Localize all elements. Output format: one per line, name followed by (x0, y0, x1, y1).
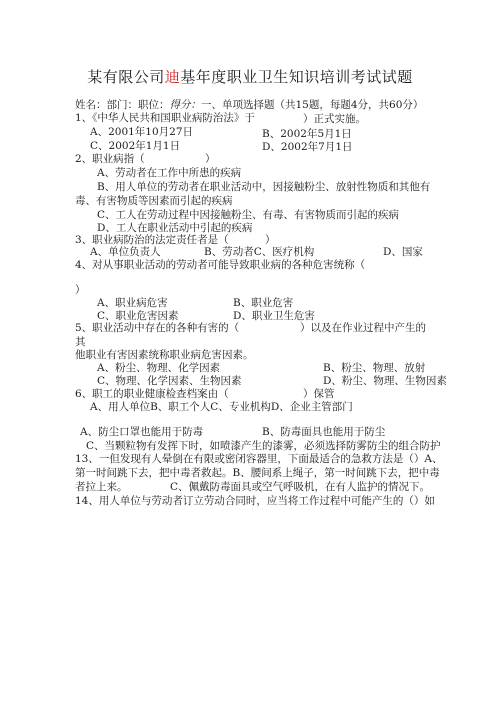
q5-option-a: A、粉尘、物理、化学因素 (97, 362, 221, 374)
info-line (75, 99, 423, 112)
q2-option-b-line1: B、用人单位的劳动者在职业活动中，因接触粉尘、放射性物质和其他有 (97, 181, 431, 193)
q5-stem: 5、职业活动中存在的各种有害的（ (75, 322, 240, 334)
info-labels: 姓名：部门：职位： (75, 99, 170, 111)
frag-option-c: C、当颗粒物有发挥下时，如喷漆产生的漆雾，必须选择防雾防尘的组合防护 (86, 440, 441, 452)
q2-option-d: D、工人在职业活动中引起的疾病 (97, 222, 253, 234)
q3-option-d: D、国家 (383, 246, 423, 258)
q4-option-c: C、职业危害因素 (97, 310, 179, 322)
page-title: 某有限公司迪基年度职业卫生知识培训考试试题 (87, 68, 413, 86)
q13-line3: 者拉上来。 (75, 481, 128, 493)
q2-option-a: A、劳动者在工作中所患的疾病 (97, 167, 242, 179)
q13-line1: 13、一但发现有人晕倒在有限或密闭容器里，下面最适合的急救方法是（）A、 (75, 453, 443, 465)
q6-stem-tail: ）保管 (303, 388, 335, 400)
title-highlight-char: 迪 (164, 68, 181, 86)
q2-stem: 2、职业病指（ (75, 153, 145, 165)
frag-option-a: A、防尘口罩也能用于防毒 (80, 426, 204, 438)
q4-option-d: D、职业卫生危害 (233, 310, 315, 322)
q14-line1: 14、用人单位与劳动者订立劳动合同时，应当将工作过程中可能产生的（）如 (75, 495, 435, 507)
q6-stem: 6、职工的职业健康检查档案由（ (75, 388, 229, 400)
q3-stem: 3、职业病防治的法定责任者是（ (75, 234, 229, 246)
q2-close: ） (205, 153, 216, 165)
frag-option-b: B、防毒面具也能用于防尘 (262, 426, 386, 438)
q5-option-c: C、物理、化学因素、生物因素 (97, 375, 242, 387)
q3-option-a: A、单位负责人 (90, 246, 161, 258)
q1-stem-tail: ）正式实施。 (303, 113, 366, 125)
q5-stem-line3: 他职业有害因素统称职业病危害因素。 (75, 349, 254, 361)
q3-option-bc: B、劳动者C、医疗机构 (204, 246, 315, 258)
q1-stem: 1、《中华人民共和国职业病防治法》于 (75, 112, 255, 124)
q1-option-b: B、2002年5月1日 (262, 128, 352, 140)
q4-option-b: B、职业危害 (233, 297, 294, 309)
q5-stem-tail: ）以及在作业过程中产生的 (300, 322, 426, 334)
q1-option-d: D、2002年7月1日 (262, 141, 353, 153)
q5-option-b: B、粉尘、物理、放射 (323, 362, 426, 374)
q6-options: A、用人单位B、职工个人C、专业机构D、企业主管部门 (90, 401, 353, 413)
q1-option-a: A、2001年10月27日 (90, 126, 194, 138)
q2-option-c: C、工人在劳动过程中因接触粉尘、有毒、有害物质而引起的疾病 (97, 209, 400, 221)
q5-option-d: D、粉尘、物理、生物因素 (323, 375, 447, 387)
section-heading: 一、单项选择题（共15题，每题4分，共60分） (201, 99, 424, 111)
q4-stem: 4、对从事职业活动的劳动者可能导致职业病的各种危害统称（ (75, 259, 366, 271)
q4-option-a: A、职业病危害 (97, 297, 168, 309)
q1-option-c: C、2002年1月1日 (90, 140, 181, 152)
score-label: 得分： (169, 99, 201, 111)
q5-stem-line2: 其 (75, 336, 86, 348)
q2-option-b-line2: 毒、有害物质等因素而引起的疾病 (75, 195, 233, 207)
q4-close: ） (75, 284, 86, 296)
q3-close: ） (265, 234, 276, 246)
q13-line3-option-c: C、佩戴防毒面具或空气呼吸机，在有人监护的情况下。 (170, 481, 431, 493)
q13-line2: 第一时间跳下去，把中毒者救起。B、腰间系上绳子，第一时间跳下去，把中毒 (75, 467, 440, 479)
